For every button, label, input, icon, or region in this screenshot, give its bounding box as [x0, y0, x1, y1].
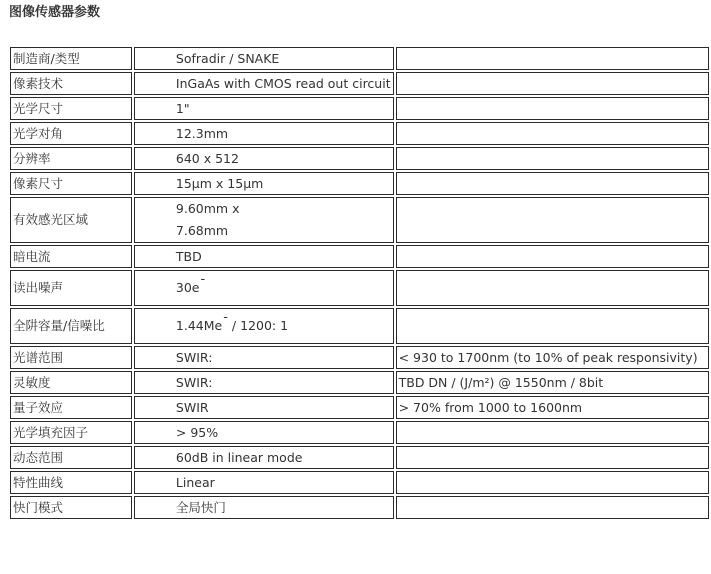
table-row [10, 47, 709, 70]
row-note [396, 72, 709, 95]
row-label: 分辨率 [10, 147, 132, 170]
row-note [396, 47, 709, 70]
row-note: TBD DN / (J/m²) @ 1550nm / 8bit [396, 371, 709, 394]
row-note [396, 172, 709, 195]
row-label: 光学尺寸 [10, 97, 132, 120]
row-value: 15µm x 15µm [134, 172, 394, 195]
table-row [10, 72, 709, 95]
row-label: 暗电流 [10, 245, 132, 268]
row-value: 640 x 512 [134, 147, 394, 170]
row-label: 动态范围 [10, 446, 132, 469]
row-label: 像素技术 [10, 72, 132, 95]
table-row [10, 346, 709, 369]
row-label: 光学填充因子 [10, 421, 132, 444]
row-note: < 930 to 1700nm (to 10% of peak responsivity) [396, 346, 709, 369]
row-note [396, 97, 709, 120]
table-row [10, 270, 709, 306]
row-note [396, 446, 709, 469]
row-value: SWIR: [134, 346, 394, 369]
row-value-main: 30e [175, 279, 200, 295]
row-label: 量子效应 [10, 396, 132, 419]
table-row [10, 446, 709, 469]
table-row [10, 97, 709, 120]
row-label: 快门模式 [10, 496, 132, 519]
row-note [396, 421, 709, 444]
row-note: > 70% from 1000 to 1600nm [396, 396, 709, 419]
table-row [10, 245, 709, 268]
superscript-minus: - [223, 309, 228, 325]
table-row [10, 371, 709, 394]
row-note [396, 245, 709, 268]
row-label: 特性曲线 [10, 471, 132, 494]
page-title: 图像传感器参数 [9, 5, 101, 20]
row-value: Sofradir / SNAKE [134, 47, 394, 70]
table-row [10, 308, 709, 344]
row-note [396, 122, 709, 145]
table-row [10, 396, 709, 419]
table-row [10, 172, 709, 195]
row-value: TBD [134, 245, 394, 268]
row-value-line-2: 7.68mm [175, 223, 229, 238]
row-value-main: 1.44Me [175, 317, 223, 333]
row-label: 有效感光区域 [10, 197, 132, 243]
row-label: 像素尺寸 [10, 172, 132, 195]
row-note [396, 147, 709, 170]
row-label: 读出噪声 [10, 270, 132, 306]
row-value: Linear [134, 471, 394, 494]
sensor-spec-table [8, 45, 711, 521]
row-label: 光谱范围 [10, 346, 132, 369]
row-value: 1" [134, 97, 394, 120]
row-note [396, 308, 709, 344]
row-value [134, 197, 394, 243]
row-value: SWIR [134, 396, 394, 419]
row-note [396, 471, 709, 494]
superscript-minus: - [200, 271, 206, 287]
row-label: 光学对角 [10, 122, 132, 145]
row-value: > 95% [134, 421, 394, 444]
row-value: SWIR: [134, 371, 394, 394]
row-label: 制造商/类型 [10, 47, 132, 70]
table-row [10, 421, 709, 444]
row-value [134, 270, 394, 306]
row-value-ratio: / 1200: 1 [231, 317, 289, 333]
table-row [10, 147, 709, 170]
row-label: 灵敏度 [10, 371, 132, 394]
row-label: 全阱容量/信噪比 [10, 308, 132, 344]
table-row [10, 496, 709, 519]
row-value: InGaAs with CMOS read out circuit [134, 72, 394, 95]
row-value: 12.3mm [134, 122, 394, 145]
row-note [396, 496, 709, 519]
row-note [396, 270, 709, 306]
table-row [10, 197, 709, 243]
table-row [10, 471, 709, 494]
row-value: 60dB in linear mode [134, 446, 394, 469]
table-row [10, 122, 709, 145]
row-note [396, 197, 709, 243]
row-value-line-1: 9.60mm x [175, 201, 240, 216]
row-value [134, 308, 394, 344]
row-value: 全局快门 [134, 496, 394, 519]
